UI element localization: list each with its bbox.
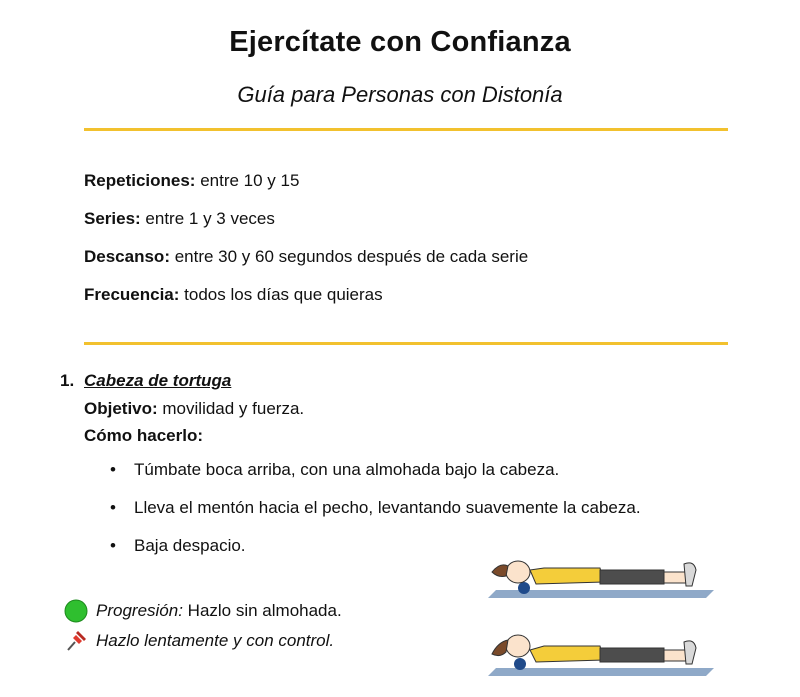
exercise-objective [84,399,304,419]
param-label: Descanso: [84,247,170,266]
param-series [84,207,724,245]
param-value: todos los días que quieras [179,285,383,304]
list-item [108,458,748,496]
exercise-name: Cabeza de tortuga [84,371,232,390]
exercise-tips [64,598,342,658]
param-rest [84,245,724,283]
exercise-number: 1. [60,371,75,390]
param-label: Frecuencia: [84,285,180,304]
step-text: Lleva el mentón hacia el pecho, levantando suavemente la cabeza. [134,498,641,517]
objective-label: Objetivo: [84,399,158,418]
top-divider [84,128,728,131]
pushpin-icon [64,629,88,653]
page-title: Ejercítate con Confianza [229,26,571,58]
param-label: Series: [84,209,141,228]
how-to-heading: Cómo hacerlo: [84,426,204,445]
training-parameters [84,169,724,321]
list-item [108,496,748,534]
exercise-illustration-lifted [480,628,720,680]
param-value: entre 1 y 3 veces [140,209,275,228]
param-label: Repeticiones: [84,171,196,190]
param-value: entre 30 y 60 segundos después de cada serie [169,247,529,266]
progression-tip [64,598,342,628]
objective-value: movilidad y fuerza. [157,399,305,418]
exercise-illustration-start [480,550,720,602]
progression-label: Progresión: [96,601,183,620]
bullet-icon: • [110,498,116,517]
progression-value: Hazlo sin almohada. [182,601,342,620]
step-text: Baja despacio. [134,536,246,555]
param-frequency [84,283,724,321]
bullet-icon: • [110,536,116,555]
green-circle-icon [64,599,88,623]
middle-divider [84,342,728,345]
bullet-icon: • [110,460,116,479]
reminder-tip [64,628,342,658]
step-text: Túmbate boca arriba, con una almohada bajo la cabeza. [134,460,560,479]
page-subtitle: Guía para Personas con Distonía [237,82,563,107]
param-repetitions [84,169,724,207]
param-value: entre 10 y 15 [195,171,300,190]
reminder-text: Hazlo lentamente y con control. [96,631,335,650]
